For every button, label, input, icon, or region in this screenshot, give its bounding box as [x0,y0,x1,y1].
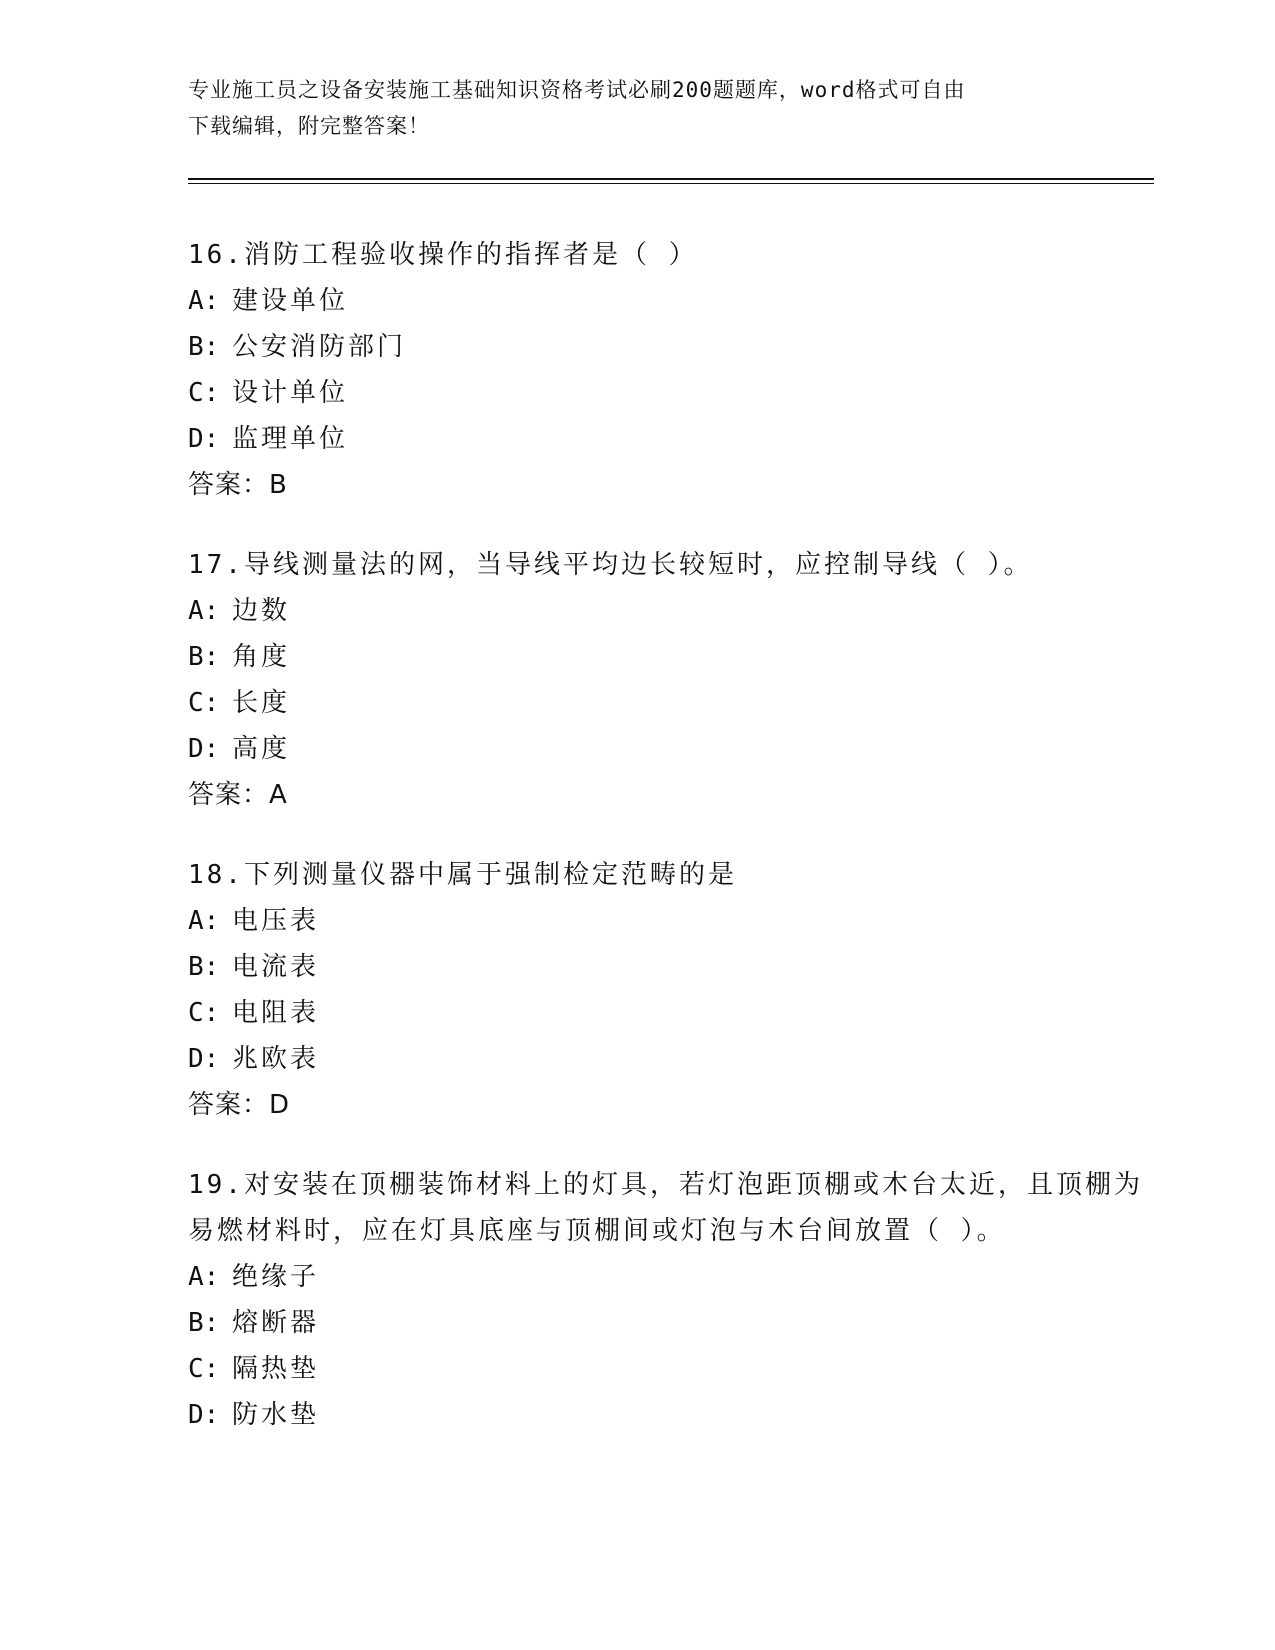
option-text: 长度 [232,688,291,718]
option-label: A: [188,596,220,626]
option-label: C: [188,688,220,718]
option-label: B: [188,332,220,362]
option-text: 电流表 [232,952,320,982]
header-divider-thin [188,183,1154,184]
option-label: B: [188,952,220,982]
option-d [188,1036,1148,1082]
option-text: 隔热垫 [232,1354,320,1384]
option-a [188,278,1148,324]
option-label: B: [188,1308,220,1338]
option-text: 角度 [232,642,291,672]
answer: 答案：A [188,780,288,810]
option-a [188,898,1148,944]
option-text: 建设单位 [232,286,349,316]
option-b [188,324,1148,370]
option-b [188,634,1148,680]
answer: 答案：B [188,470,288,500]
question-17 [188,542,1148,818]
header-title-line1: 专业施工员之设备安装施工基础知识资格考试必刷200题题库，word格式可自由 [188,78,966,102]
option-text: 电压表 [232,906,320,936]
option-d [188,1392,1148,1438]
option-d [188,416,1148,462]
option-a [188,1254,1148,1300]
option-text: 电阻表 [232,998,320,1028]
option-text: 绝缘子 [232,1262,320,1292]
option-label: A: [188,286,220,316]
document-header [188,72,1088,144]
question-16 [188,232,1148,508]
question-list [188,232,1148,1472]
question-stem: 17.导线测量法的网，当导线平均边长较短时，应控制导线（ ）。 [188,550,1033,580]
option-text: 公安消防部门 [232,332,407,362]
header-title-line2: 下载编辑，附完整答案！ [188,114,430,138]
header-divider-thick [188,178,1154,180]
question-stem: 19.对安装在顶棚装饰材料上的灯具，若灯泡距顶棚或木台太近，且顶棚为易燃材料时，应在灯具底座与顶棚间或灯泡与木台间放置（ ）。 [188,1170,1143,1246]
question-19 [188,1162,1148,1438]
option-label: D: [188,424,220,454]
option-b [188,1300,1148,1346]
option-b [188,944,1148,990]
option-text: 兆欧表 [232,1044,320,1074]
answer: 答案：D [188,1090,291,1120]
option-text: 设计单位 [232,378,349,408]
option-label: C: [188,998,220,1028]
option-text: 熔断器 [232,1308,320,1338]
option-label: B: [188,642,220,672]
option-c [188,680,1148,726]
option-label: A: [188,906,220,936]
option-a [188,588,1148,634]
option-label: D: [188,734,220,764]
question-18 [188,852,1148,1128]
option-c [188,1346,1148,1392]
option-d [188,726,1148,772]
option-c [188,370,1148,416]
option-label: D: [188,1044,220,1074]
option-text: 高度 [232,734,291,764]
option-label: C: [188,378,220,408]
option-text: 监理单位 [232,424,349,454]
option-text: 防水垫 [232,1400,320,1430]
option-text: 边数 [232,596,291,626]
question-stem: 16.消防工程验收操作的指挥者是（ ） [188,240,698,270]
option-label: C: [188,1354,220,1384]
option-label: D: [188,1400,220,1430]
option-c [188,990,1148,1036]
question-stem: 18.下列测量仪器中属于强制检定范畴的是 [188,860,737,890]
option-label: A: [188,1262,220,1292]
